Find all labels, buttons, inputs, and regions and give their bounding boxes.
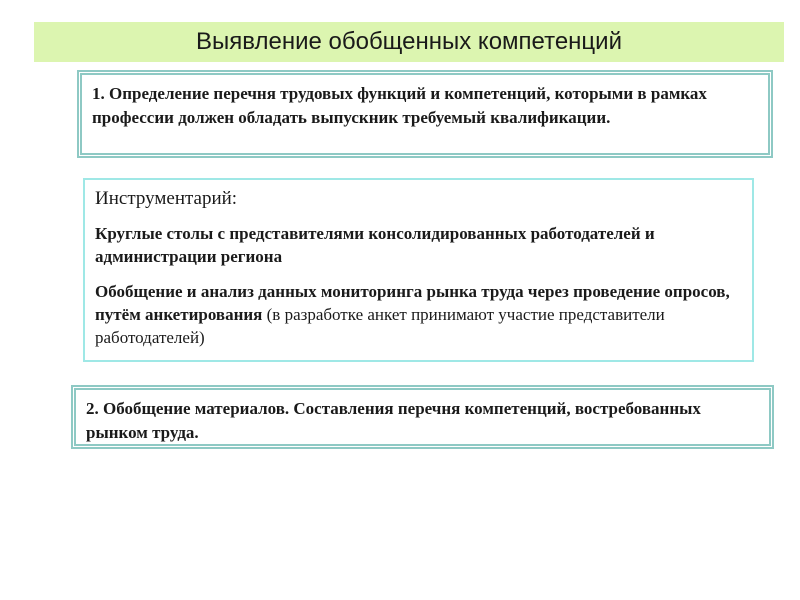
title-banner [34,22,784,62]
tools-item-monitoring [95,280,742,349]
tools-item1-text: Круглые столы с представителями консолидированных работодателей и администрации региона [95,224,655,266]
tools-heading: Инструментарий: [95,188,238,209]
page-title: Выявление обобщенных компетенций [196,28,622,55]
step1-text: 1. Определение перечня трудовых функций и компетенций, которыми в рамках профессии должен обладать выпускник требуемый квалификации. [92,84,707,127]
step2-text: 2. Обобщение материалов. Составления перечня компетенций, востребованных рынком труда. [86,399,701,442]
tools-box [83,178,754,362]
tools-item2-bold: Обобщение и анализ данных мониторинга рынка труда через проведение опросов, путём анкетирования [95,282,730,324]
tools-item2-normal: (в разработке анкет принимают участие представители работодателей) [95,305,665,347]
step1-box [77,70,773,158]
tools-item-round-tables [95,222,742,268]
step2-box [71,385,774,449]
